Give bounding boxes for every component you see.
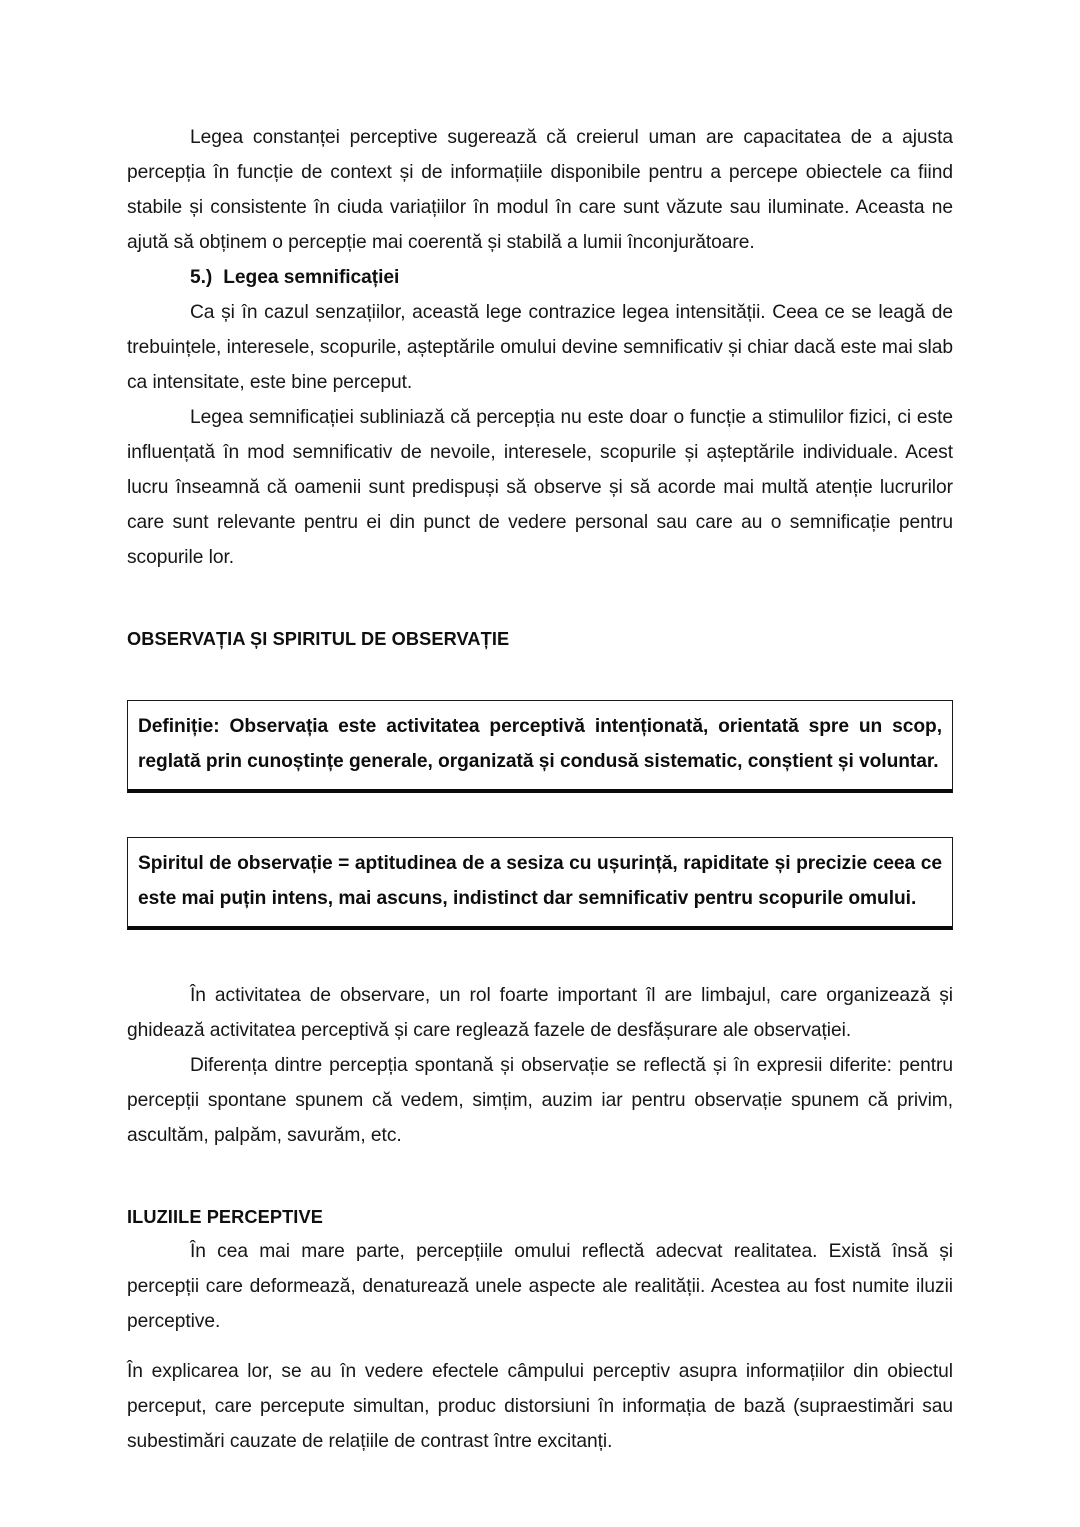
callout-definitie-text: Definiție: Observația este activitatea perceptivă intenționată, orientată spre un scop, reglată prin cunoștințe generale, organizată și condusă sistematic, conștient și voluntar.	[138, 716, 942, 772]
callout-spiritul-text: Spiritul de observație = aptitudinea de a sesiza cu ușurință, rapiditate și precizie ceea ce este mai puțin intens, mai ascuns, indistinct dar semnificativ pentru scopurile omului.	[138, 853, 942, 909]
paragraph-legea-constantei: Legea constanței perceptive sugerează că creierul uman are capacitatea de a ajusta percepția în funcție de context și de informațiile disponibile pentru a percepe obiectele ca fiind stabile și consistente în ciuda variațiilor în modul în care sunt văzute sau iluminate. Aceasta ne ajută să obținem o percepție mai coerentă și stabilă a lumii înconjurătoare.	[127, 127, 953, 253]
spacer-before-explicarea	[127, 1339, 953, 1354]
paragraph-explicarea-lor: În explicarea lor, se au în vedere efectele câmpului perceptiv asupra informațiilor din obiectul perceput, care percepute simultan, produc distorsiuni în informația de bază (supraestimări sau subestimări cauzate de relațiile de contrast între excitanți.	[127, 1361, 953, 1452]
paragraph-legea-subliniaza: Legea semnificației subliniază că percepția nu este doar o funcție a stimulilor fizici, ci este influențată în mod semnificativ de nevoile, interesele, scopurile și așteptările individuale. Acest lucru înseamnă că oamenii sunt predispuși să observe și să acorde mai multă atenție lucrurilor care sunt relevante pentru ei din punct de vedere personal sau care au o semnificație pentru scopurile lor.	[127, 407, 953, 568]
section-heading-observatia: OBSERVAȚIA ȘI SPIRITUL DE OBSERVAȚIE	[127, 629, 510, 649]
paragraph-cazul-senzatiilor: Ca și în cazul senzațiilor, această lege contrazice legea intensității. Ceea ce se leagă de trebuințele, interesele, scopurile, așteptările omului devine semnificativ și chiar dacă este mai slab ca intensitate, este bine perceput.	[127, 302, 953, 393]
spacer-before-iluziile	[127, 1153, 953, 1201]
paragraph-activitatea-observare: În activitatea de observare, un rol foarte important îl are limbajul, care organizează și ghidează activitatea perceptivă și care reglează fazele de desfășurare ale observației.	[127, 985, 953, 1041]
page-content	[127, 120, 953, 1459]
paragraph-cea-mai-mare-parte: În cea mai mare parte, percepțiile omului reflectă adecvat realitatea. Există însă și percepții care deformează, denaturează unele aspecte ale realității. Acestea au fost numite iluzii perceptive.	[127, 1241, 953, 1332]
callout-definitie	[127, 700, 953, 793]
heading-legea-semnificatiei	[127, 260, 953, 295]
spacer-between-callouts	[127, 793, 953, 837]
heading-number: 5.)	[190, 267, 213, 288]
spacer-after-callouts	[127, 930, 953, 978]
paragraph-diferenta-perceptia: Diferența dintre percepția spontană și observație se reflectă și în expresii diferite: pentru percepții spontane spunem că vedem, simțim, auzim iar pentru observație spunem că privim, ascultăm, palpăm, savurăm, etc.	[127, 1055, 953, 1146]
callout-spiritul-de-observatie	[127, 837, 953, 930]
section-heading-iluziile: ILUZIILE PERCEPTIVE	[127, 1207, 323, 1227]
spacer-before-observatia	[127, 575, 953, 623]
heading-title: Legea semnificației	[223, 267, 400, 288]
spacer-before-definitie-box	[127, 656, 953, 700]
